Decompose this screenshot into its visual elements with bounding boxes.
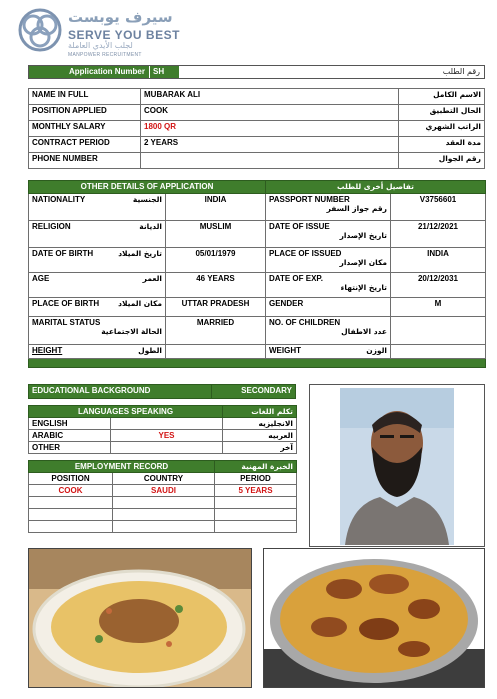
- language-value: [111, 442, 223, 454]
- dob-label: DATE OF BIRTH: [32, 249, 94, 258]
- exp-date-label-arabic: تاريخ الإنتهاء: [340, 283, 387, 292]
- height-label: HEIGHT: [32, 346, 63, 355]
- personal-label-arabic: الحال التطبيق: [399, 105, 485, 121]
- logo-arabic-subtitle: لجلب الأيدي العاملة: [68, 41, 133, 50]
- employment-period: [215, 497, 297, 509]
- employment-header-country: COUNTRY: [113, 473, 215, 485]
- issue-date-label: DATE OF ISSUE: [269, 222, 330, 231]
- religion-label: RELIGION: [32, 222, 71, 231]
- children-label-arabic: عدد الاطفال: [341, 327, 387, 336]
- pob-label-arabic: مكان الميلاد: [118, 299, 162, 308]
- personal-value: COOK: [141, 105, 399, 121]
- applicant-portrait-icon: [310, 385, 484, 546]
- marital-label: MARITAL STATUS: [32, 318, 101, 327]
- employment-row: [29, 497, 297, 509]
- personal-label: PHONE NUMBER: [29, 153, 141, 169]
- language-label: OTHER: [29, 442, 111, 454]
- weight-label-arabic: الوزن: [366, 346, 387, 355]
- age-label: AGE: [32, 274, 50, 283]
- application-number-bar: [28, 65, 485, 79]
- dish-photo-right: [263, 548, 485, 688]
- employment-position: [29, 509, 113, 521]
- chicken-rice-dish-icon: [264, 549, 484, 687]
- education-value: SECONDARY: [211, 385, 295, 399]
- marital-value: MARRIED: [166, 317, 266, 345]
- weight-label: WEIGHT: [269, 346, 301, 355]
- personal-info-table: [28, 88, 485, 169]
- employment-country: SAUDI: [113, 485, 215, 497]
- employment-header-period: PERIOD: [215, 473, 297, 485]
- employment-row: [29, 521, 297, 533]
- dob-label-arabic: تاريخ الميلاد: [118, 249, 162, 258]
- employment-row: [29, 509, 297, 521]
- application-number-value: SH: [149, 66, 179, 78]
- education-languages-employment: [28, 384, 296, 533]
- passport-label-arabic: رقم جواز السفر: [326, 204, 387, 213]
- languages-table: [28, 405, 297, 454]
- language-row: [29, 442, 297, 454]
- religion-value: MUSLIM: [166, 221, 266, 248]
- personal-row: [29, 137, 485, 153]
- children-label: NO. OF CHILDREN: [269, 318, 341, 327]
- personal-row: [29, 89, 485, 105]
- personal-label-arabic: الراتب الشهري: [399, 121, 485, 137]
- rice-dish-icon: [29, 549, 251, 687]
- other-details-title-arabic: تفاصيل أخرى للطلب: [266, 181, 486, 194]
- education-table: [28, 384, 296, 399]
- employment-country: [113, 509, 215, 521]
- personal-label: POSITION APPLIED: [29, 105, 141, 121]
- weight-value: [391, 345, 486, 359]
- employment-period: [215, 509, 297, 521]
- employment-title: EMPLOYMENT RECORD: [29, 461, 215, 473]
- personal-row: [29, 121, 485, 137]
- education-label: EDUCATIONAL BACKGROUND: [29, 385, 212, 399]
- employment-position: [29, 497, 113, 509]
- languages-title-arabic: تكلم اللغات: [223, 406, 297, 418]
- personal-label-arabic: رقم الجوال: [399, 153, 485, 169]
- personal-value: [141, 153, 399, 169]
- language-label-arabic: آخر: [223, 442, 297, 454]
- nationality-value: INDIA: [166, 194, 266, 221]
- other-details-table: [28, 180, 486, 368]
- employment-country: [113, 497, 215, 509]
- religion-label-arabic: الديانة: [139, 222, 162, 231]
- employment-row: [29, 485, 297, 497]
- nationality-label-arabic: الجنسية: [132, 195, 162, 204]
- marital-label-arabic: الحالة الاجتماعية: [101, 327, 162, 336]
- children-value: [391, 317, 486, 345]
- application-number-label: Application Number: [29, 66, 149, 78]
- employment-header-position: POSITION: [29, 473, 113, 485]
- language-label-arabic: الانجليزيه: [223, 418, 297, 430]
- place-issue-label: PLACE OF ISSUED: [269, 249, 342, 258]
- gender-label: GENDER: [269, 299, 304, 308]
- gender-value: M: [391, 298, 486, 317]
- applicant-photo: [309, 384, 485, 547]
- personal-value: 2 YEARS: [141, 137, 399, 153]
- personal-label-arabic: مدة العقد: [399, 137, 485, 153]
- languages-title: LANGUAGES SPEAKING: [29, 406, 223, 418]
- employment-period: [215, 521, 297, 533]
- issue-date-value: 21/12/2021: [391, 221, 486, 248]
- exp-date-label: DATE OF EXP.: [269, 274, 323, 283]
- place-issue-value: INDIA: [391, 248, 486, 273]
- other-details-title: OTHER DETAILS OF APPLICATION: [29, 181, 266, 194]
- nationality-label: NATIONALITY: [32, 195, 86, 204]
- logo-arabic-name: سيرف يوبست: [68, 8, 173, 26]
- personal-label-arabic: الاسم الكامل: [399, 89, 485, 105]
- issue-date-label-arabic: تاريخ الإصدار: [339, 231, 387, 240]
- language-label: ENGLISH: [29, 418, 111, 430]
- language-value: YES: [111, 430, 223, 442]
- dish-photo-left: [28, 548, 252, 688]
- other-details-section: [28, 180, 485, 368]
- dob-value: 05/01/1979: [166, 248, 266, 273]
- pob-value: UTTAR PRADESH: [166, 298, 266, 317]
- language-label: ARABIC: [29, 430, 111, 442]
- employment-position: COOK: [29, 485, 113, 497]
- personal-value: MUBARAK ALI: [141, 89, 399, 105]
- personal-value: 1800 QR: [141, 121, 399, 137]
- logo-english-name: SERVE YOU BEST: [68, 28, 180, 42]
- employment-table: [28, 460, 297, 533]
- personal-row: [29, 153, 485, 169]
- personal-info-section: [28, 88, 485, 169]
- language-label-arabic: العربيه: [223, 430, 297, 442]
- employment-title-arabic: الخبرة المهنية: [215, 461, 297, 473]
- logo-english-subtitle: MANPOWER RECRUITMENT: [68, 52, 142, 58]
- passport-value: V3756601: [391, 194, 486, 221]
- employment-country: [113, 521, 215, 533]
- pob-label: PLACE OF BIRTH: [32, 299, 100, 308]
- language-value: [111, 418, 223, 430]
- employment-position: [29, 521, 113, 533]
- logo-emblem-icon: [18, 8, 62, 52]
- personal-label: CONTRACT PERIOD: [29, 137, 141, 153]
- application-number-arabic: رقم الطلب: [442, 67, 480, 76]
- personal-label: MONTHLY SALARY: [29, 121, 141, 137]
- language-row: [29, 418, 297, 430]
- personal-row: [29, 105, 485, 121]
- age-value: 46 YEARS: [166, 273, 266, 298]
- language-row: [29, 430, 297, 442]
- place-issue-label-arabic: مكان الإصدار: [339, 258, 387, 267]
- height-label-arabic: الطول: [138, 346, 162, 355]
- age-label-arabic: العمر: [142, 274, 162, 283]
- employment-period: 5 YEARS: [215, 485, 297, 497]
- passport-label: PASSPORT NUMBER: [269, 195, 350, 204]
- company-logo: [18, 8, 188, 60]
- personal-label: NAME IN FULL: [29, 89, 141, 105]
- height-value: [166, 345, 266, 359]
- exp-date-value: 20/12/2031: [391, 273, 486, 298]
